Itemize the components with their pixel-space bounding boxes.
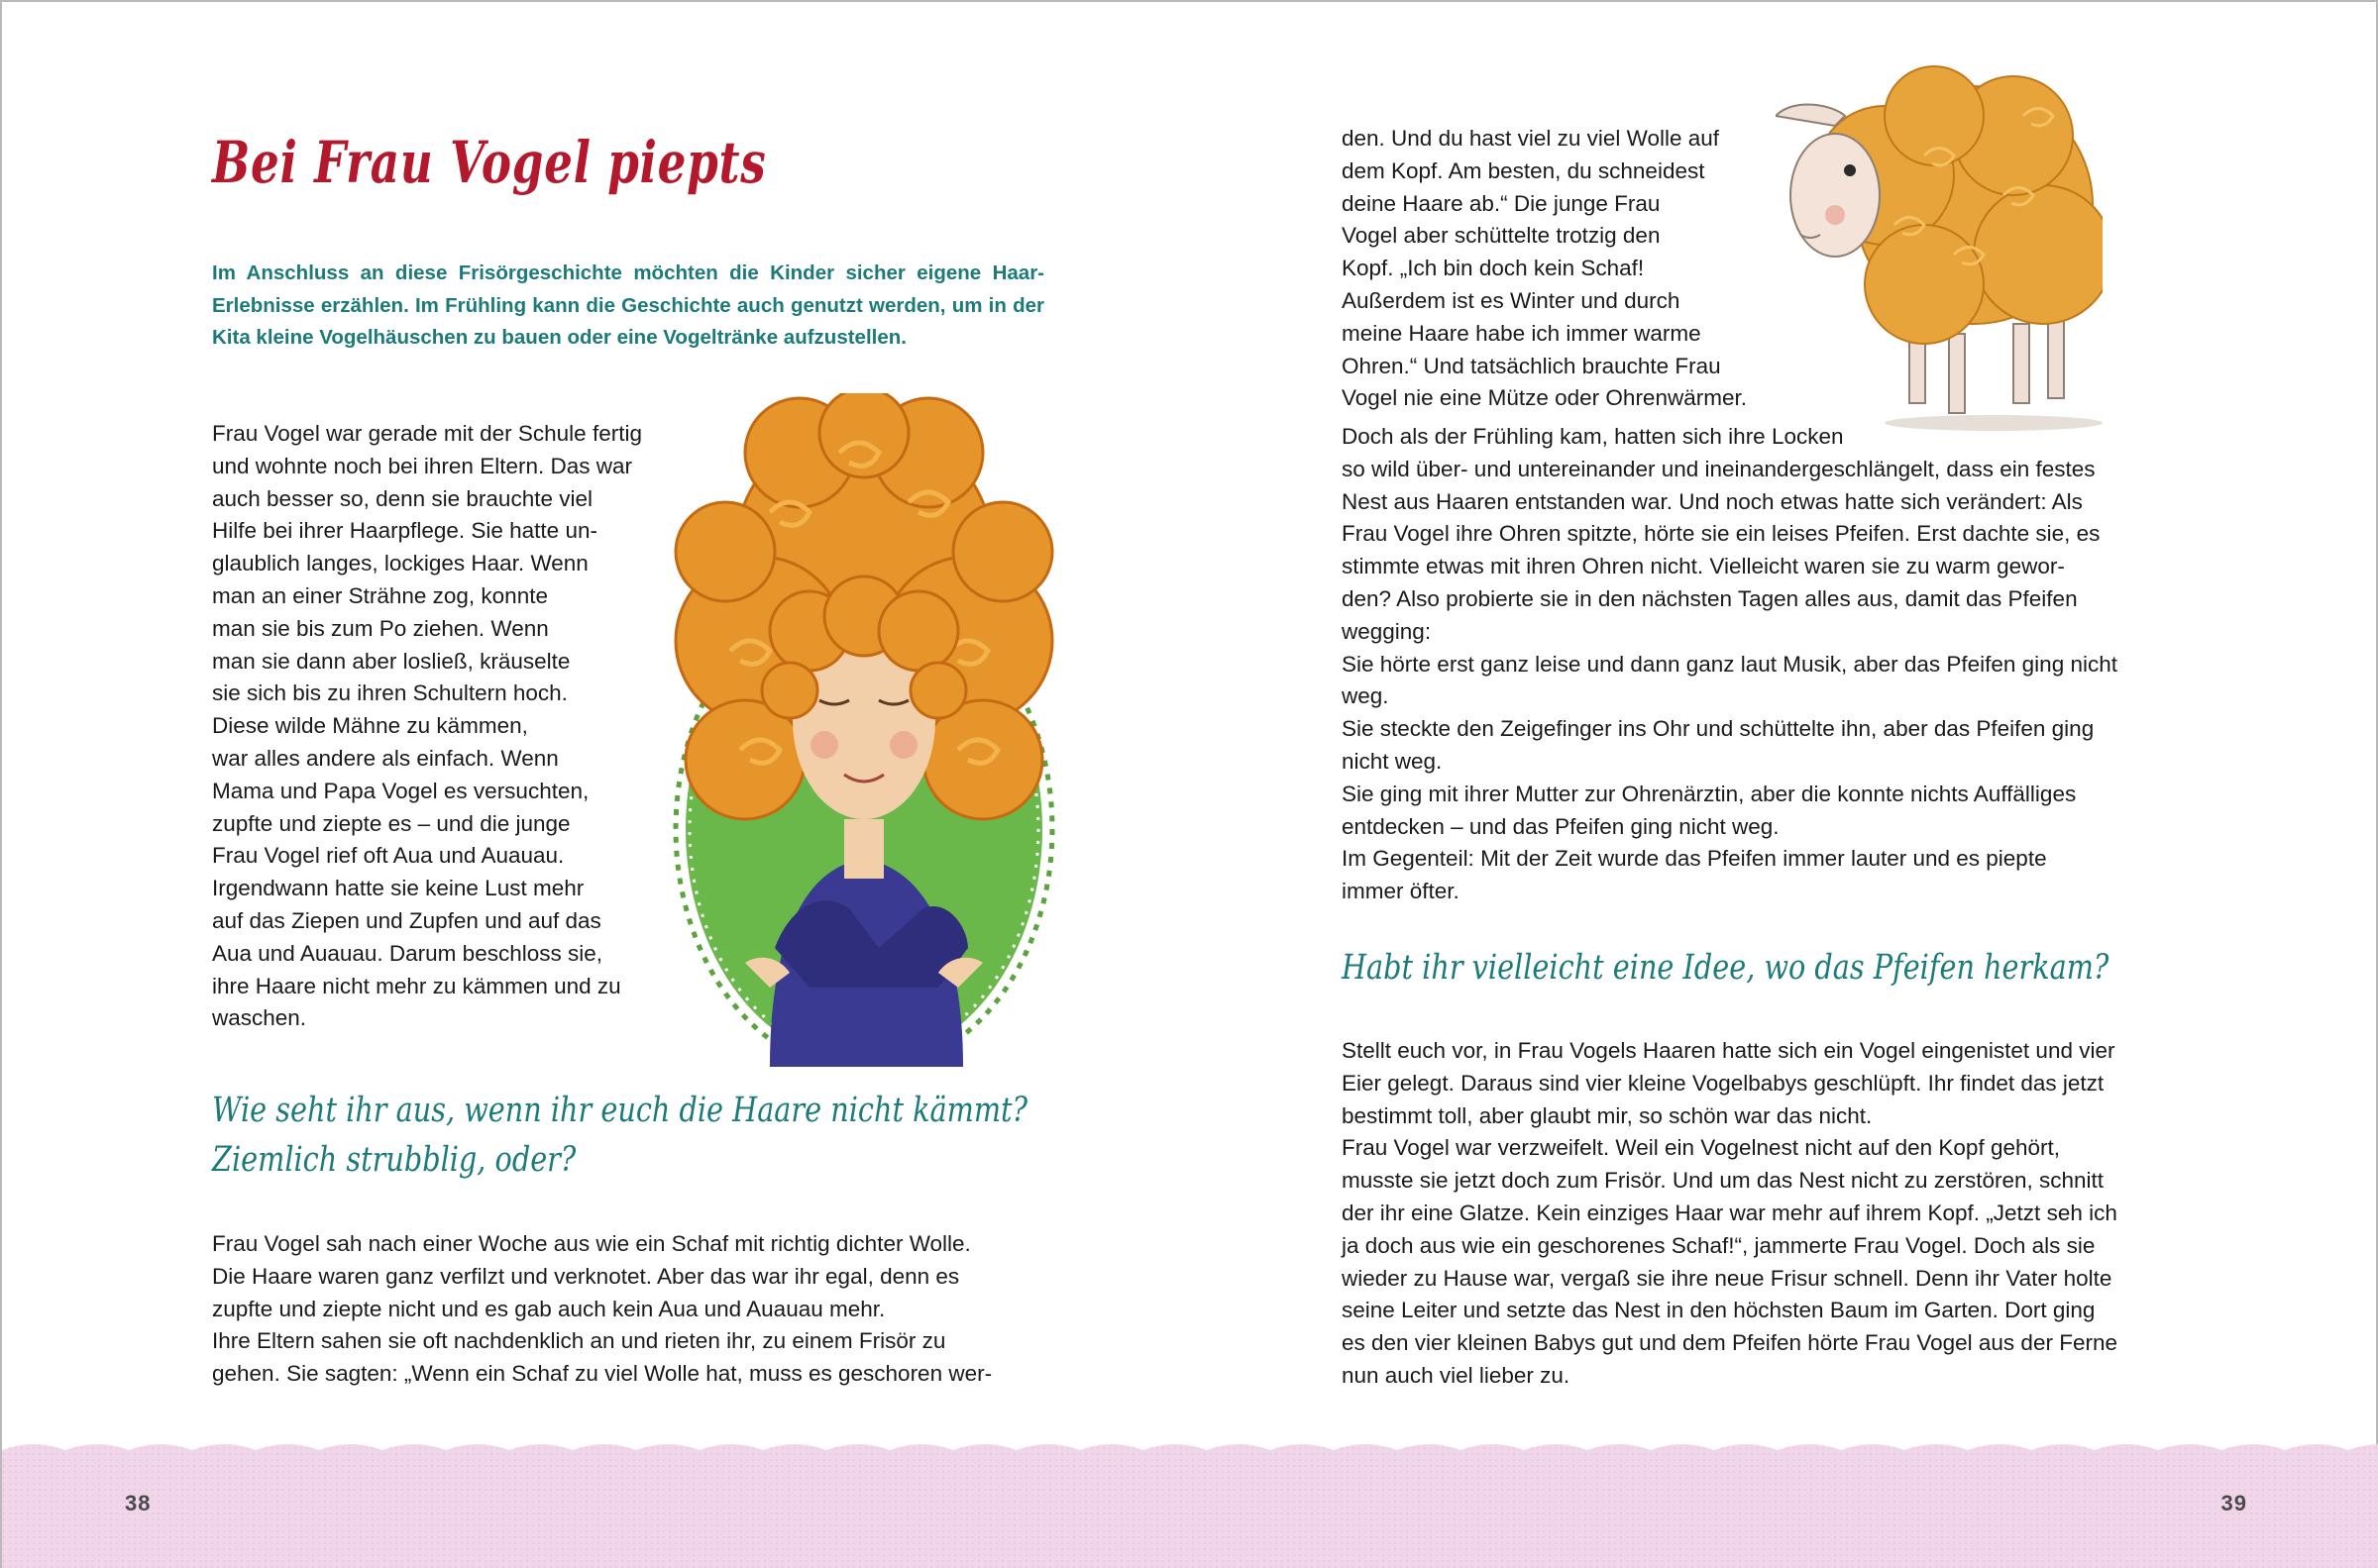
text-line: seine Leiter und setzte das Nest in den höchsten Baum im Garten. Dort ging xyxy=(1342,1298,2096,1323)
text-line: Ihre Eltern sahen sie oft nachdenklich an und rieten ihr, zu einem Frisör zu xyxy=(212,1328,946,1354)
text-line: der ihr eine Glatze. Kein einziges Haar war mehr auf ihrem Kopf. „Jetzt seh ich xyxy=(1342,1200,2117,1225)
text-line: wegging: xyxy=(1342,618,1432,644)
text-line: gehen. Sie sagten: „Wenn ein Schaf zu viel Wolle hat, muss es geschoren wer- xyxy=(212,1361,993,1387)
text-line: wieder zu Hause war, vergaß sie ihre neue Frisur schnell. Denn ihr Vater holte xyxy=(1342,1265,2112,1291)
text-line: Diese wilde Mähne zu kämmen, xyxy=(212,713,528,739)
text-line: Sie hörte erst ganz leise und dann ganz laut Musik, aber das Pfeifen ging nicht xyxy=(1342,651,2117,677)
text-line: zupfte und ziepte es – und die junge xyxy=(212,810,571,836)
text-line: Irgendwann hatte sie keine Lust mehr xyxy=(212,876,585,901)
story-text-col1-bottom xyxy=(212,1228,1044,1391)
text-line: so wild über- und untereinander und ineinandergeschlängelt, dass ein festes xyxy=(1342,456,2096,481)
text-line: ihre Haare nicht mehr zu kämmen und zu xyxy=(212,973,621,998)
text-line: nicht weg. xyxy=(1342,748,1443,774)
text-line: ja doch aus wie ein geschorenes Schaf!“, jammerte Frau Vogel. Doch als sie xyxy=(1342,1232,2096,1258)
text-line: glaublich langes, lockiges Haar. Wenn xyxy=(212,551,589,576)
text-line: Kopf. „Ich bin doch kein Schaf! xyxy=(1342,256,1645,281)
question-line: Habt ihr vielleicht eine Idee, wo das Pfeifen herkam? xyxy=(1342,948,2109,988)
text-line: auch besser so, denn sie brauchte viel xyxy=(212,485,593,511)
text-line: Sie steckte den Zeigefinger ins Ohr und schüttelte ihn, aber das Pfeifen ging xyxy=(1342,716,2095,742)
text-line: immer öfter. xyxy=(1342,879,1459,904)
text-line: entdecken – und das Pfeifen ging nicht weg. xyxy=(1342,813,1780,839)
text-line: Doch als der Frühling kam, hatten sich ihre Locken xyxy=(1342,424,1844,449)
text-line: Vogel nie eine Mütze oder Ohrenwärmer. xyxy=(1342,385,1747,411)
text-line: meine Haare habe ich immer warme xyxy=(1342,320,1701,346)
text-line: bestimmt toll, aber glaubt mir, so schön war das nicht. xyxy=(1342,1102,1873,1128)
text-line: den? Also probierte sie in den nächsten Tagen alles aus, damit das Pfeifen xyxy=(1342,585,2078,611)
text-line: weg. xyxy=(1342,683,1389,709)
text-line: es den vier kleinen Babys gut und dem Pfeifen hörte Frau Vogel aus der Ferne xyxy=(1342,1330,2117,1356)
story-text-col1-top xyxy=(212,418,698,1035)
story-text-col2-top xyxy=(1342,123,1783,415)
story-text-col2-mid xyxy=(1342,421,2166,908)
page-number-right: 39 xyxy=(2220,1491,2247,1516)
text-line: Hilfe bei ihrer Haarpflege. Sie hatte un- xyxy=(212,518,597,544)
text-line: Ohren.“ Und tatsächlich brauchte Frau xyxy=(1342,353,1721,378)
text-line: sie sich bis zu ihren Schultern hoch. xyxy=(212,680,568,706)
text-line: zupfte und ziepte nicht und es gab auch kein Aua und Auauau mehr. xyxy=(212,1296,886,1321)
text-line: Frau Vogel rief oft Aua und Auauau. xyxy=(212,843,565,869)
question-heading-2 xyxy=(1342,943,2203,993)
decorative-wave-band xyxy=(2,1428,2378,1568)
text-line: Frau Vogel ihre Ohren spitzte, hörte sie ein leises Pfeifen. Erst dachte sie, es xyxy=(1342,521,2101,547)
question-line: Ziemlich strubblig, oder? xyxy=(212,1140,577,1180)
text-line: Die Haare waren ganz verfilzt und verknotet. Aber das war ihr egal, denn es xyxy=(212,1263,960,1289)
text-line: man sie dann aber losließ, kräuselte xyxy=(212,648,571,674)
text-line: Eier gelegt. Daraus sind vier kleine Vogelbabys geschlüpft. Ihr findet das jetzt xyxy=(1342,1070,2105,1096)
text-line: deine Haare ab.“ Die junge Frau xyxy=(1342,190,1661,216)
question-line: Wie seht ihr aus, wenn ihr euch die Haare nicht kämmt? xyxy=(212,1091,1027,1130)
text-line: Frau Vogel sah nach einer Woche aus wie ein Schaf mit richtig dichter Wolle. xyxy=(212,1231,971,1256)
text-line: Stellt euch vor, in Frau Vogels Haaren hatte sich ein Vogel eingenistet und vier xyxy=(1342,1038,2115,1063)
text-line: Außerdem ist es Winter und durch xyxy=(1342,287,1680,313)
text-line: stimmte etwas mit ihren Ohren nicht. Vielleicht waren sie zu warm gewor- xyxy=(1342,554,2065,579)
text-line: musste sie jetzt doch zum Frisör. Und um das Nest nicht zu zerstören, schnitt xyxy=(1342,1168,2105,1194)
story-text-col2-bottom xyxy=(1342,1035,2166,1393)
text-line: man sie bis zum Po ziehen. Wenn xyxy=(212,615,549,641)
text-line: und wohnte noch bei ihren Eltern. Das war xyxy=(212,453,632,478)
text-line: Frau Vogel war verzweifelt. Weil ein Vogelnest nicht auf den Kopf gehört, xyxy=(1342,1135,2060,1161)
text-line: Mama und Papa Vogel es versuchten, xyxy=(212,778,590,803)
text-line: auf das Ziepen und Zupfen und auf das xyxy=(212,907,601,933)
text-line: Nest aus Haaren entstanden war. Und noch etwas hatte sich verändert: Als xyxy=(1342,488,2083,514)
question-heading-1 xyxy=(212,1086,1073,1185)
page-number-left: 38 xyxy=(125,1491,152,1516)
text-line: man an einer Strähne zog, konnte xyxy=(212,582,548,608)
sheep-illustration xyxy=(1776,56,2103,433)
text-line: den. Und du hast viel zu viel Wolle auf xyxy=(1342,126,1720,151)
text-line: nun auch viel lieber zu. xyxy=(1342,1362,1570,1388)
text-line: Sie ging mit ihrer Mutter zur Ohrenärztin, aber die konnte nichts Auffälliges xyxy=(1342,781,2077,806)
curly-haired-girl-illustration xyxy=(651,393,1077,1067)
text-line: Frau Vogel war gerade mit der Schule fertig xyxy=(212,421,642,446)
story-title: Bei Frau Vogel piepts xyxy=(212,129,767,196)
text-line: war alles andere als einfach. Wenn xyxy=(212,745,559,771)
text-line: Im Gegenteil: Mit der Zeit wurde das Pfeifen immer lauter und es piepte xyxy=(1342,846,2047,872)
text-line: dem Kopf. Am besten, du schneidest xyxy=(1342,157,1705,183)
text-line: waschen. xyxy=(212,1005,307,1031)
intro-paragraph: Im Anschluss an diese Frisörgeschichte möchten die Kinder sicher eigene Haar-Erlebnisse erzählen. Im Frühling kann die Geschichte auch genutzt werden, um in der Kita kleine Vogelhäuschen zu bauen oder eine Vogeltränke aufzustellen. xyxy=(212,261,1044,349)
text-line: Vogel aber schüttelte trotzig den xyxy=(1342,223,1661,249)
text-line: Aua und Auauau. Darum beschloss sie, xyxy=(212,940,602,966)
